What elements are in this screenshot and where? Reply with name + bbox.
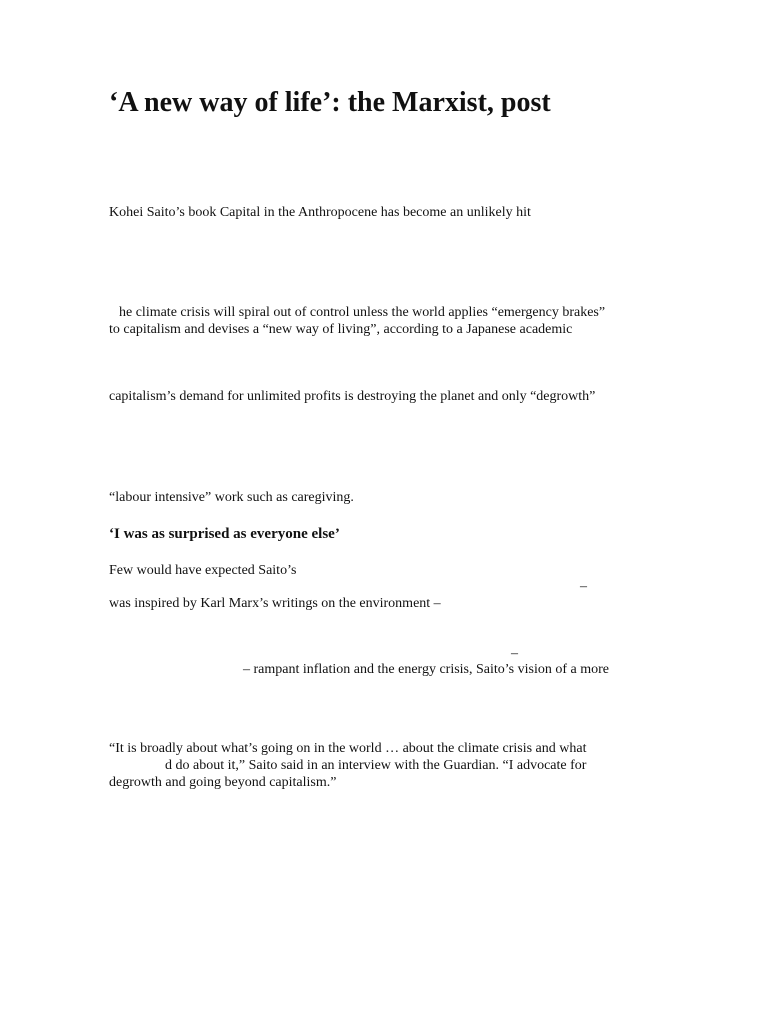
paragraph-line: d do about it,” Saito said in an interview with the Guardian. “I advocate for bbox=[165, 758, 587, 773]
article-standfirst: Kohei Saito’s book Capital in the Anthropocene has become an unlikely hit bbox=[109, 205, 531, 220]
paragraph-line: degrowth and going beyond capitalism.” bbox=[109, 775, 337, 790]
dash-fragment: – bbox=[511, 646, 518, 661]
paragraph-line: capitalism’s demand for unlimited profits is destroying the planet and only “degrowth” bbox=[109, 389, 596, 404]
paragraph-line: “labour intensive” work such as caregiving. bbox=[109, 490, 354, 505]
paragraph-line: he climate crisis will spiral out of control unless the world applies “emergency brakes” bbox=[119, 305, 606, 320]
paragraph-line: “It is broadly about what’s going on in the world … about the climate crisis and what bbox=[109, 741, 587, 756]
paragraph-line: Few would have expected Saito’s bbox=[109, 563, 297, 578]
paragraph-line: was inspired by Karl Marx’s writings on the environment – bbox=[109, 596, 441, 611]
article-title: ‘A new way of life’: the Marxist, post bbox=[109, 87, 551, 118]
paragraph-line: – rampant inflation and the energy crisis, Saito’s vision of a more bbox=[243, 662, 609, 677]
paragraph-line: to capitalism and devises a “new way of living”, according to a Japanese academic bbox=[109, 322, 573, 337]
dash-fragment: – bbox=[580, 579, 587, 594]
section-subheading: ‘I was as surprised as everyone else’ bbox=[109, 526, 340, 542]
